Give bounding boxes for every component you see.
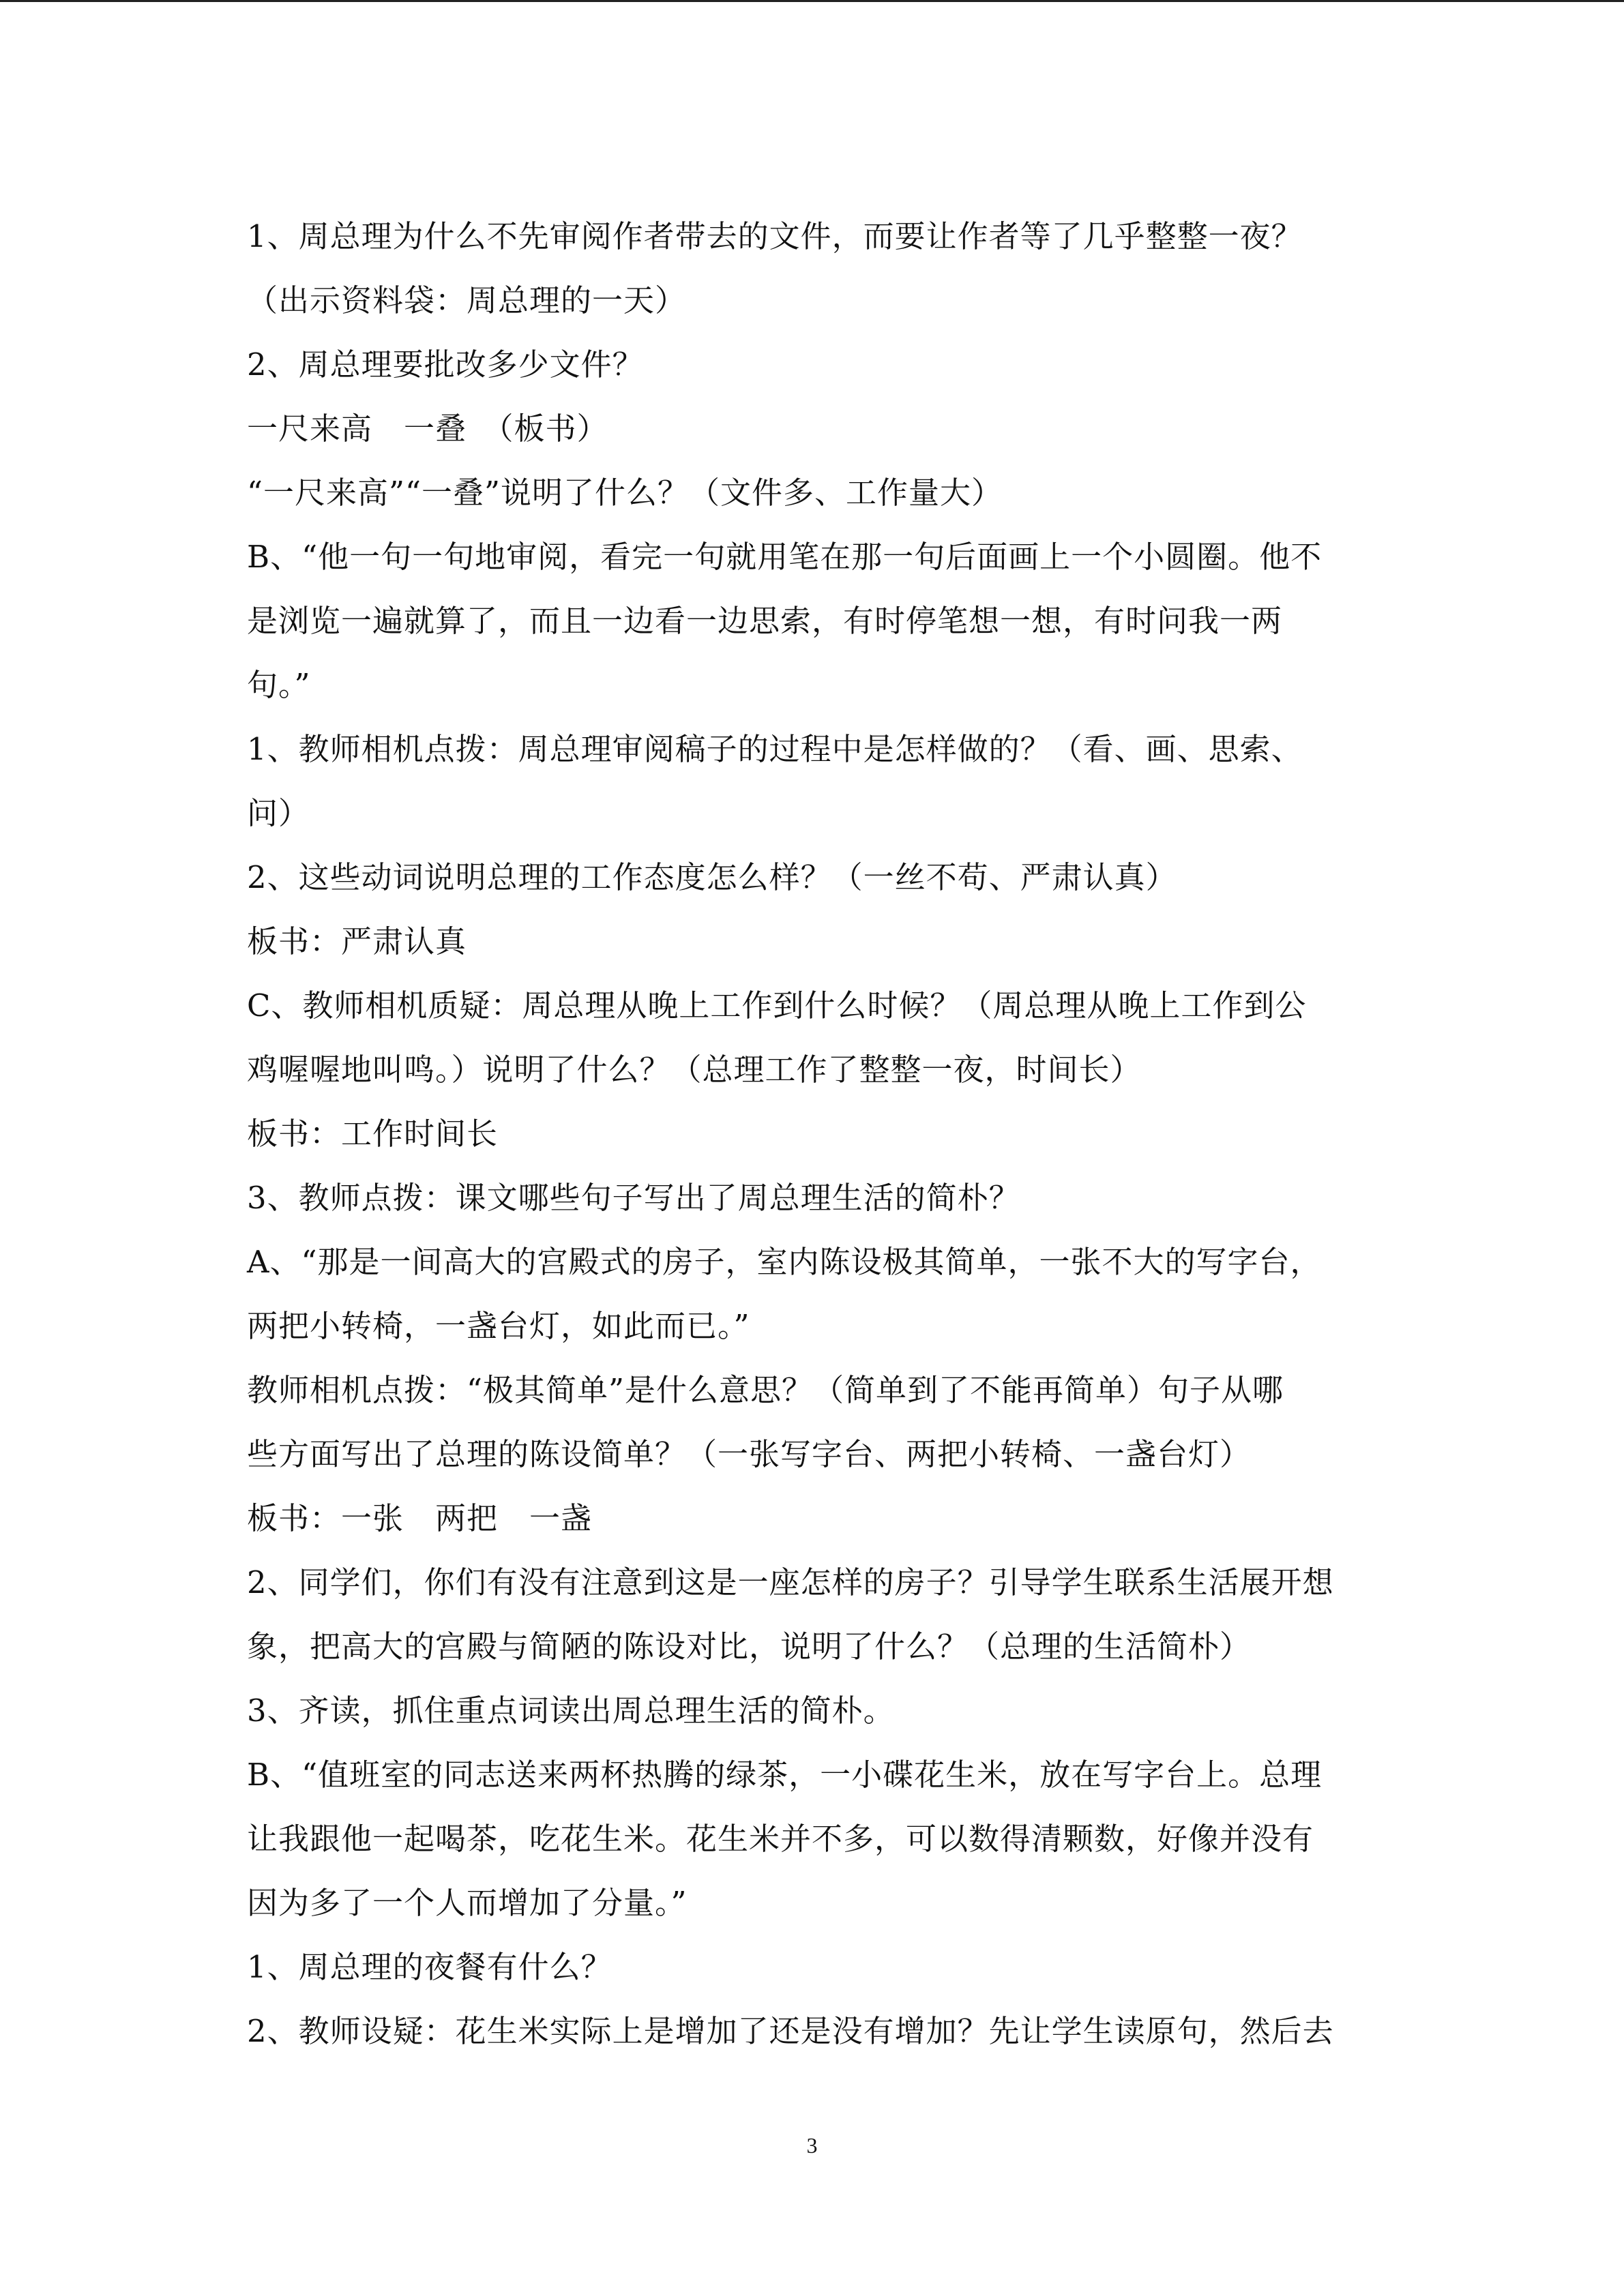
text-line: “一尺来高”“一叠”说明了什么？（文件多、工作量大）: [247, 475, 1003, 511]
text-line: B、“他一句一句地审阅，看完一句就用笔在那一句后面画上一个小圆圈。他不: [247, 539, 1323, 575]
text-line: （出示资料袋：周总理的一天）: [247, 282, 687, 318]
text-line: 让我跟他一起喝茶，吃花生米。花生米并不多，可以数得清颗数，好像并没有: [247, 1821, 1314, 1857]
text-line: 1、周总理的夜餐有什么？: [247, 1949, 612, 1985]
text-line: 1、周总理为什么不先审阅作者带去的文件，而要让作者等了几乎整整一夜？: [247, 218, 1303, 254]
text-line: B、“值班室的同志送来两杯热腾的绿茶，一小碟花生米，放在写字台上。总理: [247, 1757, 1323, 1793]
text-line: 板书：一张 两把 一盏: [247, 1500, 593, 1536]
page-number: 3: [806, 2133, 818, 2158]
text-line: 板书：工作时间长: [247, 1116, 499, 1152]
text-line: 2、周总理要批改多少文件？: [247, 346, 644, 383]
text-line: 板书：严肃认真: [247, 923, 467, 959]
text-line: 鸡喔喔地叫鸣。）说明了什么？（总理工作了整整一夜，时间长）: [247, 1052, 1142, 1088]
text-line: 问）: [247, 795, 310, 831]
text-line: 一尺来高 一叠 （板书）: [247, 411, 608, 447]
text-line: 些方面写出了总理的陈设简单？（一张写字台、两把小转椅、一盏台灯）: [247, 1436, 1252, 1472]
text-line: 1、教师相机点拨：周总理审阅稿子的过程中是怎样做的？（看、画、思索、: [247, 731, 1303, 767]
text-line: 2、教师设疑：花生米实际上是增加了还是没有增加？先让学生读原句，然后去: [247, 2013, 1334, 2049]
document-body: [247, 205, 1379, 2063]
text-line: 两把小转椅，一盏台灯，如此而已。”: [247, 1308, 750, 1344]
text-line: C、教师相机质疑：周总理从晚上工作到什么时候？（周总理从晚上工作到公: [247, 987, 1307, 1024]
text-line: 句。”: [247, 667, 311, 703]
text-line: 2、这些动词说明总理的工作态度怎么样？（一丝不苟、严肃认真）: [247, 859, 1177, 895]
text-line: 是浏览一遍就算了，而且一边看一边思索，有时停笔想一想，有时问我一两: [247, 603, 1283, 639]
text-line: 象，把高大的宫殿与简陋的陈设对比，说明了什么？（总理的生活简朴）: [247, 1628, 1252, 1665]
text-line: A、“那是一间高大的宫殿式的房子，室内陈设极其简单，一张不大的写字台，: [247, 1244, 1322, 1280]
text-line: 3、教师点拨：课文哪些句子写出了周总理生活的简朴？: [247, 1180, 1020, 1216]
page-top-border: [0, 0, 1624, 2]
text-line: 因为多了一个人而增加了分量。”: [247, 1885, 688, 1921]
text-line: 2、同学们，你们有没有注意到这是一座怎样的房子？引导学生联系生活展开想: [247, 1564, 1334, 1600]
text-line: 教师相机点拨：“极其简单”是什么意思？（简单到了不能再简单）句子从哪: [247, 1372, 1284, 1408]
text-line: 3、齐读，抓住重点词读出周总理生活的简朴。: [247, 1693, 895, 1729]
